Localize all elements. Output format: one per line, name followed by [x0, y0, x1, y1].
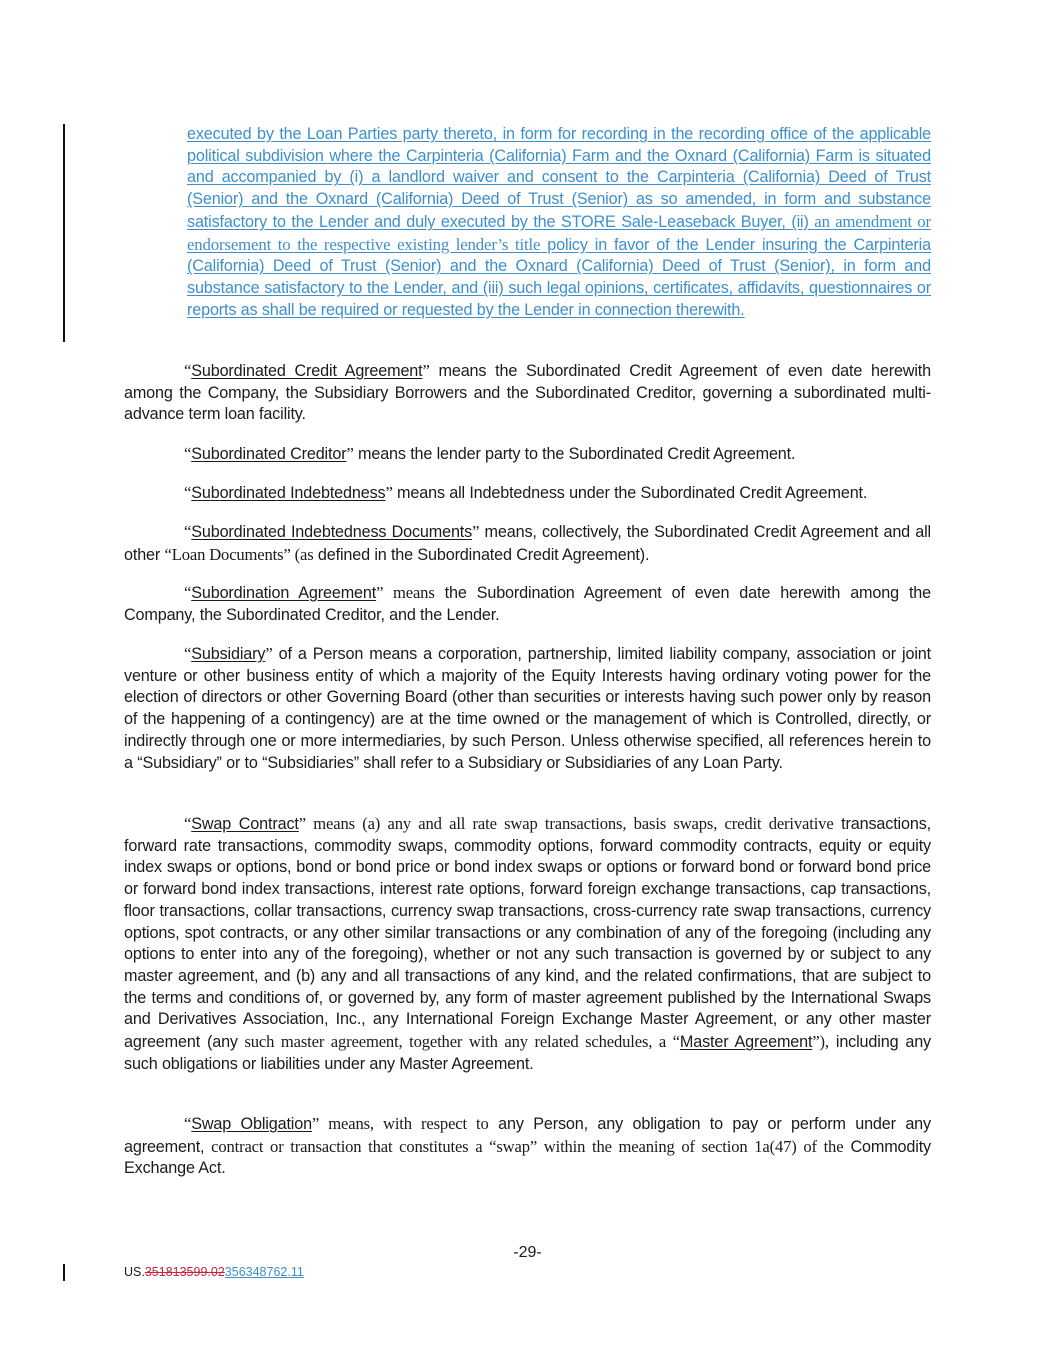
inserted-text: executed by the Loan Parties party thereto, in form for recording in the recording office of the applicable political subdivision where the Carpinteria (California) Farm and the Oxnard (California) Farm is situated and accompanied by (i) a landlord waiver and consent to the Carpinteria (California) Deed of Trust (Senior) and the Oxnard (California) Deed of Trust (Senior) as so amended, in form and substance satisfactory to the Lender and duly executed by the STORE Sale-Leaseback Buyer, (ii)	[187, 125, 931, 231]
definition-body: means, collectively, the Subordinated Credit Agreement and all other	[124, 523, 932, 564]
definition-body: the Subordination Agreement of even date herewith among the Company, the Subordinated Creditor, and the Lender.	[124, 584, 931, 624]
definition-body: means the Subordinated Credit Agreement of even date herewith among the Company, the Subsidiary Borrowers and the Subordinated Creditor, governing a subordinated multi-advance term loan facility.	[124, 362, 931, 424]
inserted-text-serif: an amendment or endorsement to the respective existing lender’s title	[187, 211, 931, 254]
close-quote: ”	[376, 583, 384, 602]
defined-term: Swap Contract	[191, 815, 299, 833]
change-bar	[63, 124, 65, 342]
definition-subsidiary	[124, 643, 931, 774]
definition-subordinated-indebtedness-documents	[124, 521, 931, 566]
open-quote: “	[184, 483, 192, 502]
definition-body: including any such obligations or liabilities under any Master Agreement.	[124, 1033, 932, 1073]
definition-body-serif: means	[383, 583, 435, 602]
open-quote: “	[184, 444, 192, 463]
definition-subordination-agreement	[124, 582, 931, 626]
definition-body-serif: means (a) any and all rate swap transactions, basis swaps, credit derivative	[305, 814, 834, 833]
close-quote: ”	[311, 1114, 320, 1133]
close-quote: ”	[265, 644, 273, 663]
definition-body: means all Indebtedness under the Subordinated Credit Agreement.	[392, 484, 868, 502]
definition-body-serif: means, with respect to	[319, 1114, 489, 1133]
definition-body: defined in the Subordinated Credit Agreement).	[313, 545, 650, 564]
open-quote: “	[184, 1114, 192, 1133]
close-quote: ”	[472, 522, 480, 541]
definition-body-serif: “Loan Documents” (as	[164, 544, 314, 564]
definition-subordinated-indebtedness	[124, 482, 931, 505]
document-id-deleted: 351813599.02	[144, 1265, 225, 1279]
close-quote: ”	[422, 361, 430, 380]
definition-body: of a Person means a corporation, partnership, limited liability company, association or joint venture or other business entity of which a majority of the Equity Interests having ordinary voting power for the election of directors or other Governing Board (other than securities or interests having such power only by reason of the happening of a contingency) are at the time owned or the management of which is Controlled, directly, or indirectly through one or more intermediaries, by such Person. Unless otherwise specified, all references herein to a “Subsidiary” or to “Subsidiaries” shall refer to a Subsidiary or Subsidiaries of any Loan Party.	[124, 645, 931, 772]
definition-body: Commodity Exchange Act.	[124, 1137, 931, 1178]
defined-term: Swap Obligation	[191, 1115, 312, 1133]
definition-body: any Person, any obligation to pay or perform under any agreement,	[124, 1115, 931, 1156]
change-bar	[63, 1264, 65, 1281]
defined-term: Subordinated Creditor	[191, 445, 347, 463]
inserted-text-block	[187, 124, 931, 321]
definition-body-serif: contract or transaction that constitutes a “swap” within the meaning of section 1a(47) of the	[204, 1136, 844, 1156]
defined-term: Subordination Agreement	[191, 584, 377, 602]
inserted-text: policy in favor of the Lender insuring the Carpinteria (California) Deed of Trust (Senior) and the Oxnard (California) Deed of Trust (Senior), in form and substance satisfactory to the Lender, and (iii) such legal opinions, certificates, affidavits, questionnaires or reports as shall be required or requested by the Lender in connection therewith.	[187, 235, 931, 319]
open-quote: “	[184, 583, 192, 602]
defined-term: Subordinated Indebtedness	[191, 484, 386, 502]
definition-swap-contract	[124, 813, 931, 1075]
open-quote: “	[184, 814, 192, 833]
defined-term: Subordinated Credit Agreement	[191, 362, 423, 380]
definition-body: transactions, forward rate transactions, commodity swaps, commodity options, forward commodity contracts, equity or equity index swaps or options, bond or bond price or bond index swaps or options or forward bond or forward bond price or forward bond index transactions, interest rate options, forward foreign exchange transactions, cap transactions, floor transactions, collar transactions, currency swap transactions, cross-currency rate swap transactions, currency options, spot contracts, or any other similar transactions or any combination of any of the foregoing (including any options to enter into any of the foregoing), whether or not any such transaction is governed by or subject to any master agreement, and (b) any and all transactions of any kind, and the related confirmations, that are subject to the terms and conditions of, or governed by, any form of master agreement published by the International Swaps and Derivatives Association, Inc., any International Foreign Exchange Master Agreement, or any other master agreement (any	[124, 815, 932, 1052]
definition-swap-obligation	[124, 1113, 931, 1180]
close-quote: ”	[385, 483, 393, 502]
defined-term: Subsidiary	[191, 645, 266, 663]
document-id	[124, 1265, 304, 1279]
page-number: -29-	[513, 1244, 542, 1261]
definition-body-serif: ”),	[812, 1032, 829, 1052]
close-quote: ”	[346, 444, 354, 463]
defined-term: Subordinated Indebtedness Documents	[191, 523, 473, 541]
open-quote: “	[184, 361, 192, 380]
definition-subordinated-credit-agreement	[124, 360, 931, 426]
close-quote: ”	[298, 814, 306, 833]
document-id-added: 356348762.11	[224, 1265, 304, 1279]
defined-term-master-agreement: Master Agreement	[679, 1033, 813, 1052]
open-quote: “	[184, 522, 192, 541]
definition-body: means the lender party to the Subordinated Credit Agreement.	[353, 445, 796, 463]
definition-body-serif: such master agreement, together with any related schedules, a “	[237, 1032, 680, 1052]
open-quote: “	[184, 644, 192, 663]
document-id-prefix: US.	[124, 1265, 145, 1279]
definition-subordinated-creditor	[124, 443, 931, 466]
